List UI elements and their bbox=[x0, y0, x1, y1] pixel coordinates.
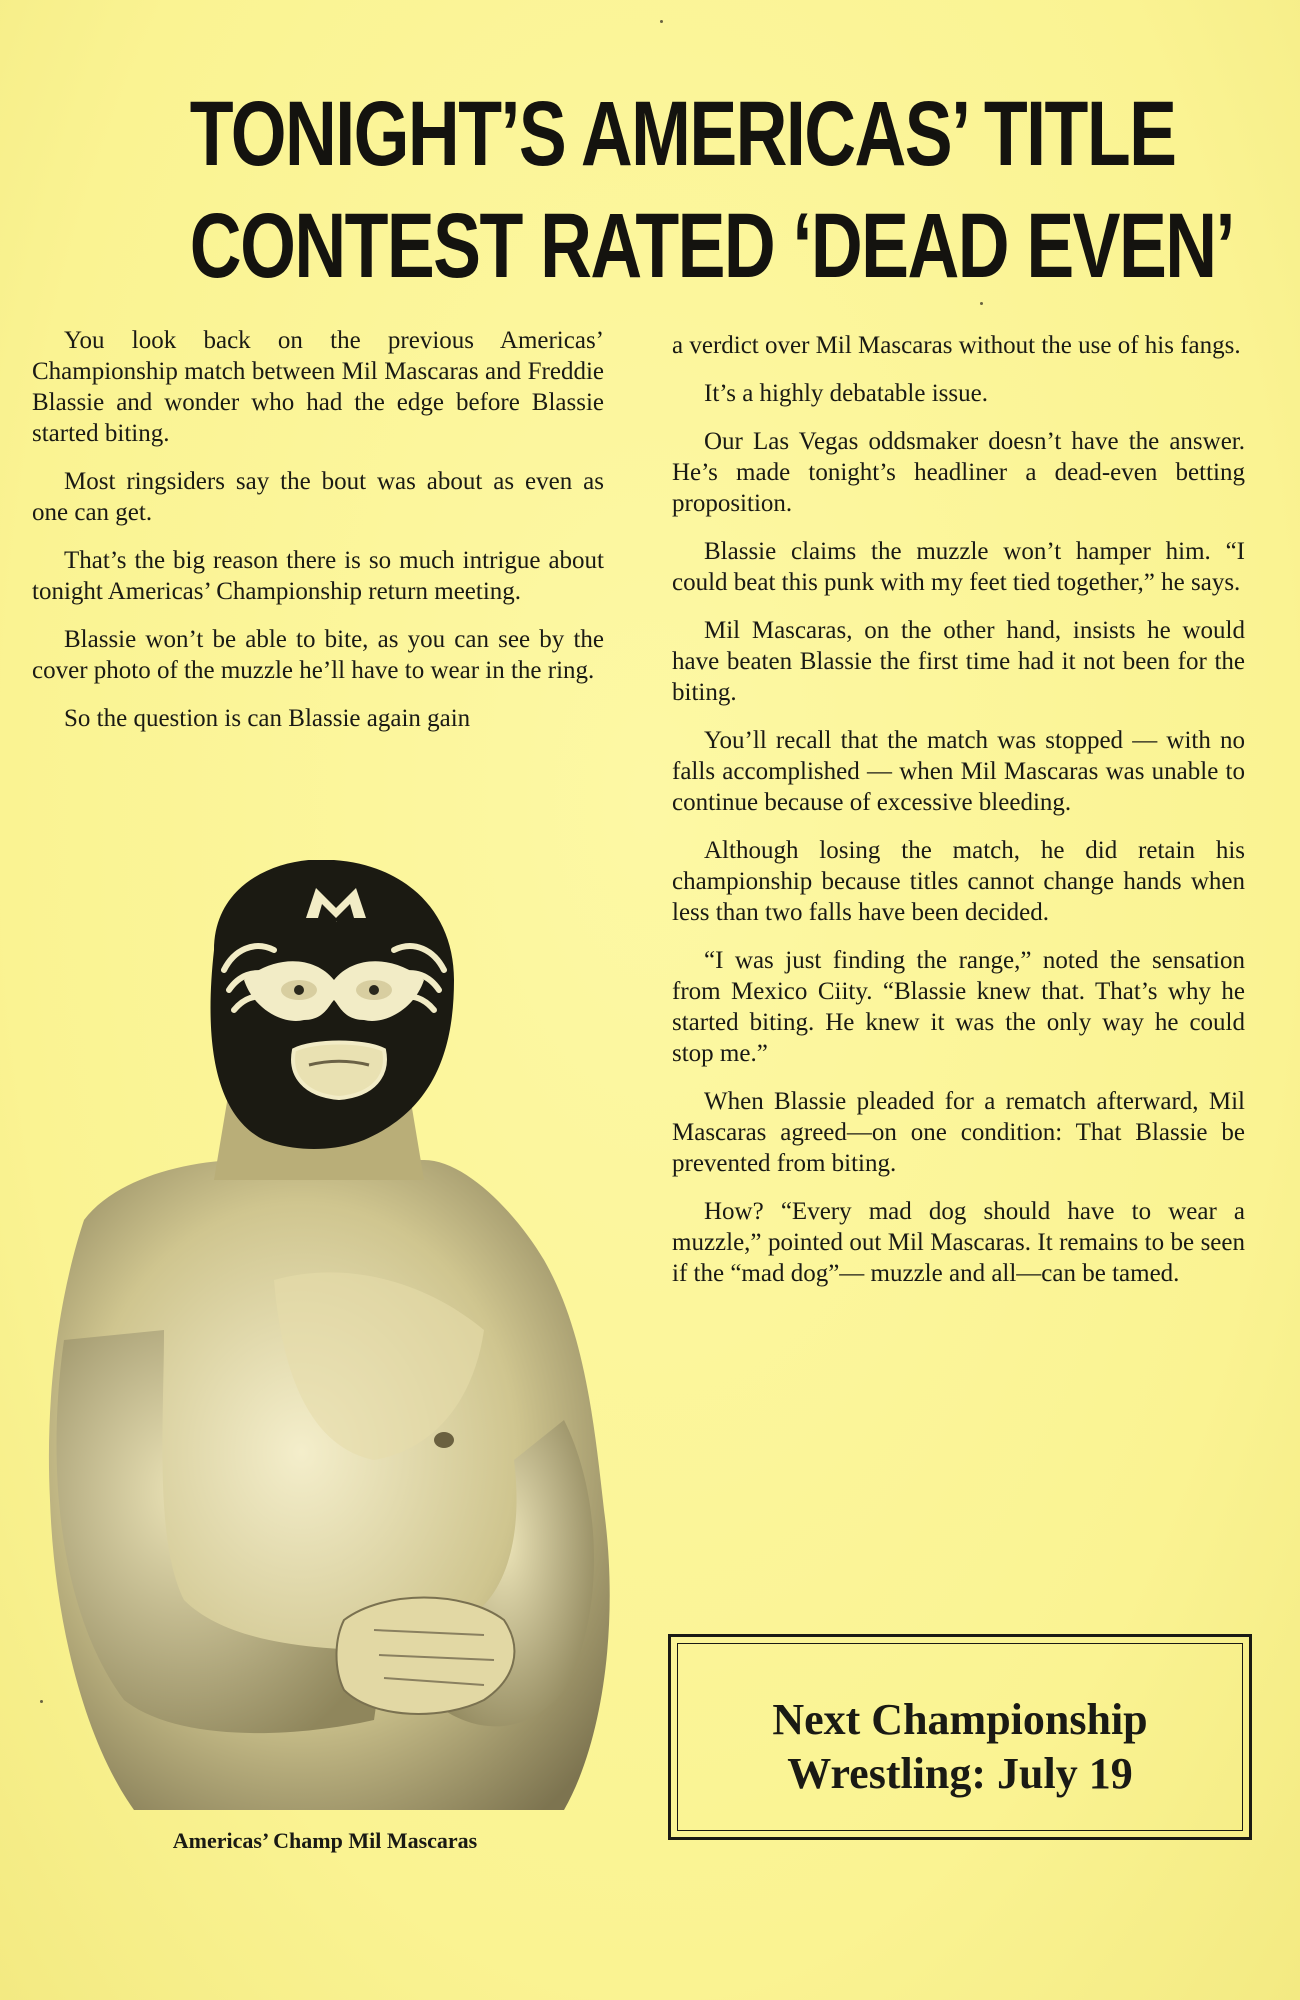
wrestler-photo bbox=[44, 860, 614, 1810]
article-paragraph: a verdict over Mil Mascaras without the use of his fangs. bbox=[672, 332, 1241, 359]
article-paragraph: When Blassie pleaded for a rematch afterward, Mil Mascaras agreed—on one condition: That Blassie be prevented from biting. bbox=[672, 1088, 1245, 1177]
article-paragraph: Although losing the match, he did retain his championship because titles cannot change hands when less than two falls have been decided. bbox=[672, 837, 1245, 926]
headline-line-1: TONIGHT’S AMERICAS’ TITLE bbox=[189, 83, 1176, 185]
article-paragraph: Blassie won’t be able to bite, as you can see by the cover photo of the muzzle he’ll have to wear in the ring. bbox=[32, 626, 604, 684]
article-paragraph: How? “Every mad dog should have to wear a muzzle,” pointed out Mil Mascaras. It remains to be seen if the “mad dog”— muzzle and all—can be tamed. bbox=[672, 1198, 1245, 1287]
mask-letter: M bbox=[336, 922, 337, 923]
article-paragraph: “I was just finding the range,” noted the sensation from Mexico Ciity. “Blassie knew that. That’s why he started biting. He knew it was the only way he could stop me.” bbox=[672, 947, 1245, 1067]
article-paragraph: That’s the big reason there is so much intrigue about tonight Americas’ Championship return meeting. bbox=[32, 547, 604, 605]
paper-speck bbox=[980, 302, 983, 305]
next-event-text bbox=[671, 1693, 1249, 1801]
next-event-line-1: Next Championship bbox=[772, 1695, 1148, 1744]
article-paragraph: Mil Mascaras, on the other hand, insists he would have beaten Blassie the first time had it not been for the biting. bbox=[672, 617, 1245, 706]
article-paragraph: Our Las Vegas oddsmaker doesn’t have the answer. He’s made tonight’s headliner a dead-even betting proposition. bbox=[672, 428, 1245, 517]
article-paragraph: You’ll recall that the match was stopped — with no falls accomplished — when Mil Mascaras was unable to continue because of excessive bleeding. bbox=[672, 727, 1245, 816]
article-right-column bbox=[672, 330, 1245, 1306]
article-paragraph: Blassie claims the muzzle won’t hamper him. “I could beat this punk with my feet tied together,” he says. bbox=[672, 538, 1245, 596]
next-event-line-2: Wrestling: July 19 bbox=[787, 1749, 1133, 1798]
photo-caption: Americas’ Champ Mil Mascaras bbox=[172, 1828, 478, 1853]
paper-speck bbox=[40, 1700, 43, 1703]
next-event-box bbox=[668, 1634, 1252, 1840]
headline-line-2: CONTEST RATED ‘DEAD EVEN’ bbox=[189, 195, 1234, 297]
headline bbox=[189, 78, 1234, 302]
article-paragraph: It’s a highly debatable issue. bbox=[704, 380, 988, 407]
article-paragraph: So the question is can Blassie again gain bbox=[64, 705, 471, 732]
paper-speck bbox=[660, 20, 663, 23]
article-paragraph: Most ringsiders say the bout was about as even as one can get. bbox=[32, 468, 604, 526]
article-paragraph: You look back on the previous Americas’ Championship match between Mil Mascaras and Freddie Blassie and wonder who had the edge before Blassie started biting. bbox=[32, 327, 604, 447]
article-left-column bbox=[32, 325, 604, 751]
